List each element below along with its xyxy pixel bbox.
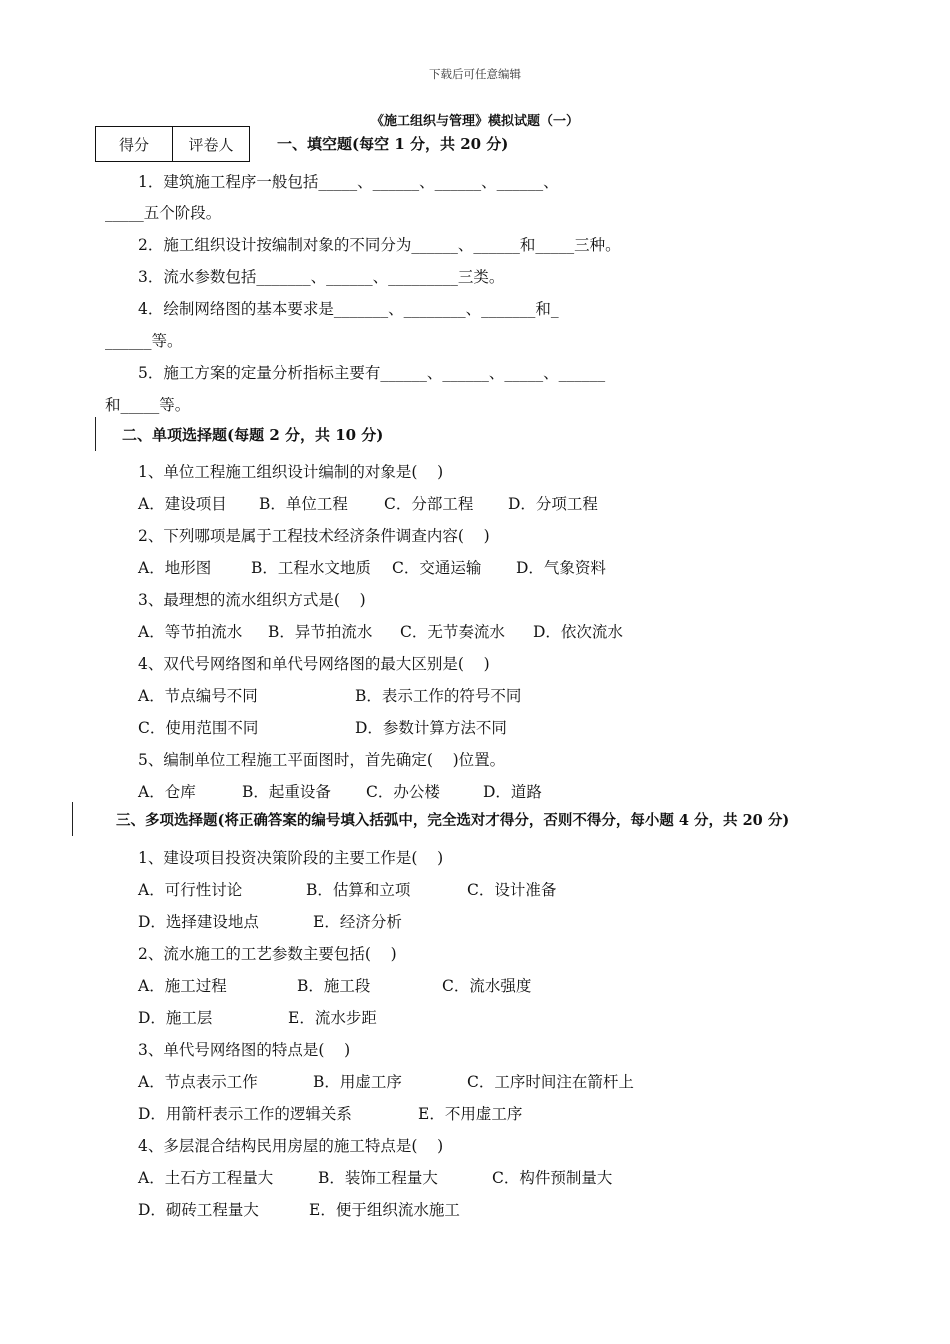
fill-q1-line1: 1．建筑施工程序一般包括_____、______、______、______、 (138, 173, 559, 191)
multi-q1-opt-e: E．经济分析 (313, 913, 402, 931)
single-q2-opt-a: A．地形图 (138, 559, 212, 577)
single-q3-opt-c: C．无节奏流水 (400, 623, 505, 641)
multi-q4-opt-b: B．装饰工程量大 (318, 1169, 438, 1187)
exam-title: 《施工组织与管理》模拟试题（一） (370, 114, 579, 129)
section-3-margin-bar (72, 802, 73, 836)
multi-q3-opt-c: C．工序时间注在箭杆上 (467, 1073, 634, 1091)
page-header: 下载后可任意编辑 (429, 67, 521, 81)
single-q1-opt-b: B．单位工程 (259, 495, 348, 513)
fill-q4-line2: ______等。 (105, 332, 183, 350)
section-2-margin-bar (95, 417, 96, 451)
single-q1-opt-c: C．分部工程 (384, 495, 474, 513)
section-2-heading: 二、单项选择题(每题 2 分，共 10 分) (122, 426, 384, 444)
section-1-heading: 一、填空题(每空 1 分，共 20 分) (277, 135, 509, 153)
multi-q4-opt-c: C．构件预制量大 (492, 1169, 613, 1187)
single-q4-opt-d: D．参数计算方法不同 (355, 719, 507, 737)
fill-q2: 2．施工组织设计按编制对象的不同分为______、______和_____三种。 (138, 236, 621, 254)
score-cell: 得分 (96, 127, 173, 162)
single-q5-opt-b: B．起重设备 (242, 783, 331, 801)
single-q4-opt-c: C．使用范围不同 (138, 719, 259, 737)
fill-q1-line2: _____五个阶段。 (105, 204, 222, 222)
single-q5-opt-a: A．仓库 (138, 783, 196, 801)
fill-q3: 3．流水参数包括_______、______、_________三类。 (138, 268, 505, 286)
single-q5-opt-d: D．道路 (483, 783, 542, 801)
single-q3-opt-d: D．依次流水 (533, 623, 623, 641)
single-q1-opt-d: D．分项工程 (508, 495, 598, 513)
single-q4-opt-b: B．表示工作的符号不同 (355, 687, 522, 705)
multi-q4: 4、多层混合结构民用房屋的施工特点是( ) (138, 1137, 444, 1155)
multi-q4-opt-d: D．砌砖工程量大 (138, 1201, 259, 1219)
single-q4-opt-a: A．节点编号不同 (138, 687, 258, 705)
fill-q5-line2: 和_____等。 (105, 396, 191, 414)
single-q1: 1、单位工程施工组织设计编制的对象是( ) (138, 463, 444, 481)
grader-cell: 评卷人 (173, 127, 250, 162)
multi-q2-opt-e: E．流水步距 (288, 1009, 377, 1027)
single-q2: 2、下列哪项是属于工程技术经济条件调查内容( ) (138, 527, 490, 545)
multi-q1: 1、建设项目投资决策阶段的主要工作是( ) (138, 849, 444, 867)
multi-q2: 2、流水施工的工艺参数主要包括( ) (138, 945, 397, 963)
multi-q1-opt-b: B．估算和立项 (306, 881, 411, 899)
single-q5: 5、编制单位工程施工平面图时，首先确定( )位置。 (138, 751, 506, 769)
fill-q5-line1: 5．施工方案的定量分析指标主要有______、______、_____、______ (138, 364, 606, 382)
multi-q2-opt-c: C．流水强度 (442, 977, 532, 995)
multi-q4-opt-e: E．便于组织流水施工 (309, 1201, 460, 1219)
multi-q3-opt-e: E．不用虚工序 (418, 1105, 523, 1123)
multi-q3-opt-a: A．节点表示工作 (138, 1073, 258, 1091)
multi-q3: 3、单代号网络图的特点是( ) (138, 1041, 351, 1059)
multi-q1-opt-d: D．选择建设地点 (138, 913, 259, 931)
single-q1-opt-a: A．建设项目 (138, 495, 227, 513)
multi-q1-opt-c: C．设计准备 (467, 881, 557, 899)
section-3-heading: 三、多项选择题(将正确答案的编号填入括弧中，完全选对才得分，否则不得分，每小题 4 分，共 20 分) (116, 812, 790, 829)
multi-q3-opt-d: D．用箭杆表示工作的逻辑关系 (138, 1105, 352, 1123)
single-q4: 4、双代号网络图和单代号网络图的最大区别是( ) (138, 655, 490, 673)
multi-q2-opt-b: B．施工段 (297, 977, 371, 995)
multi-q1-opt-a: A．可行性讨论 (138, 881, 243, 899)
single-q2-opt-b: B．工程水文地质 (251, 559, 371, 577)
single-q3: 3、最理想的流水组织方式是( ) (138, 591, 366, 609)
single-q2-opt-c: C．交通运输 (392, 559, 482, 577)
multi-q3-opt-b: B．用虚工序 (313, 1073, 402, 1091)
multi-q2-opt-a: A．施工过程 (138, 977, 227, 995)
single-q5-opt-c: C．办公楼 (366, 783, 440, 801)
single-q3-opt-a: A．等节拍流水 (138, 623, 243, 641)
multi-q2-opt-d: D．施工层 (138, 1009, 213, 1027)
single-q2-opt-d: D．气象资料 (516, 559, 606, 577)
single-q3-opt-b: B．异节拍流水 (268, 623, 373, 641)
fill-q4-line1: 4．绘制网络图的基本要求是_______、________、_______和_ (138, 300, 559, 318)
multi-q4-opt-a: A．土石方工程量大 (138, 1169, 274, 1187)
score-box (95, 126, 250, 162)
